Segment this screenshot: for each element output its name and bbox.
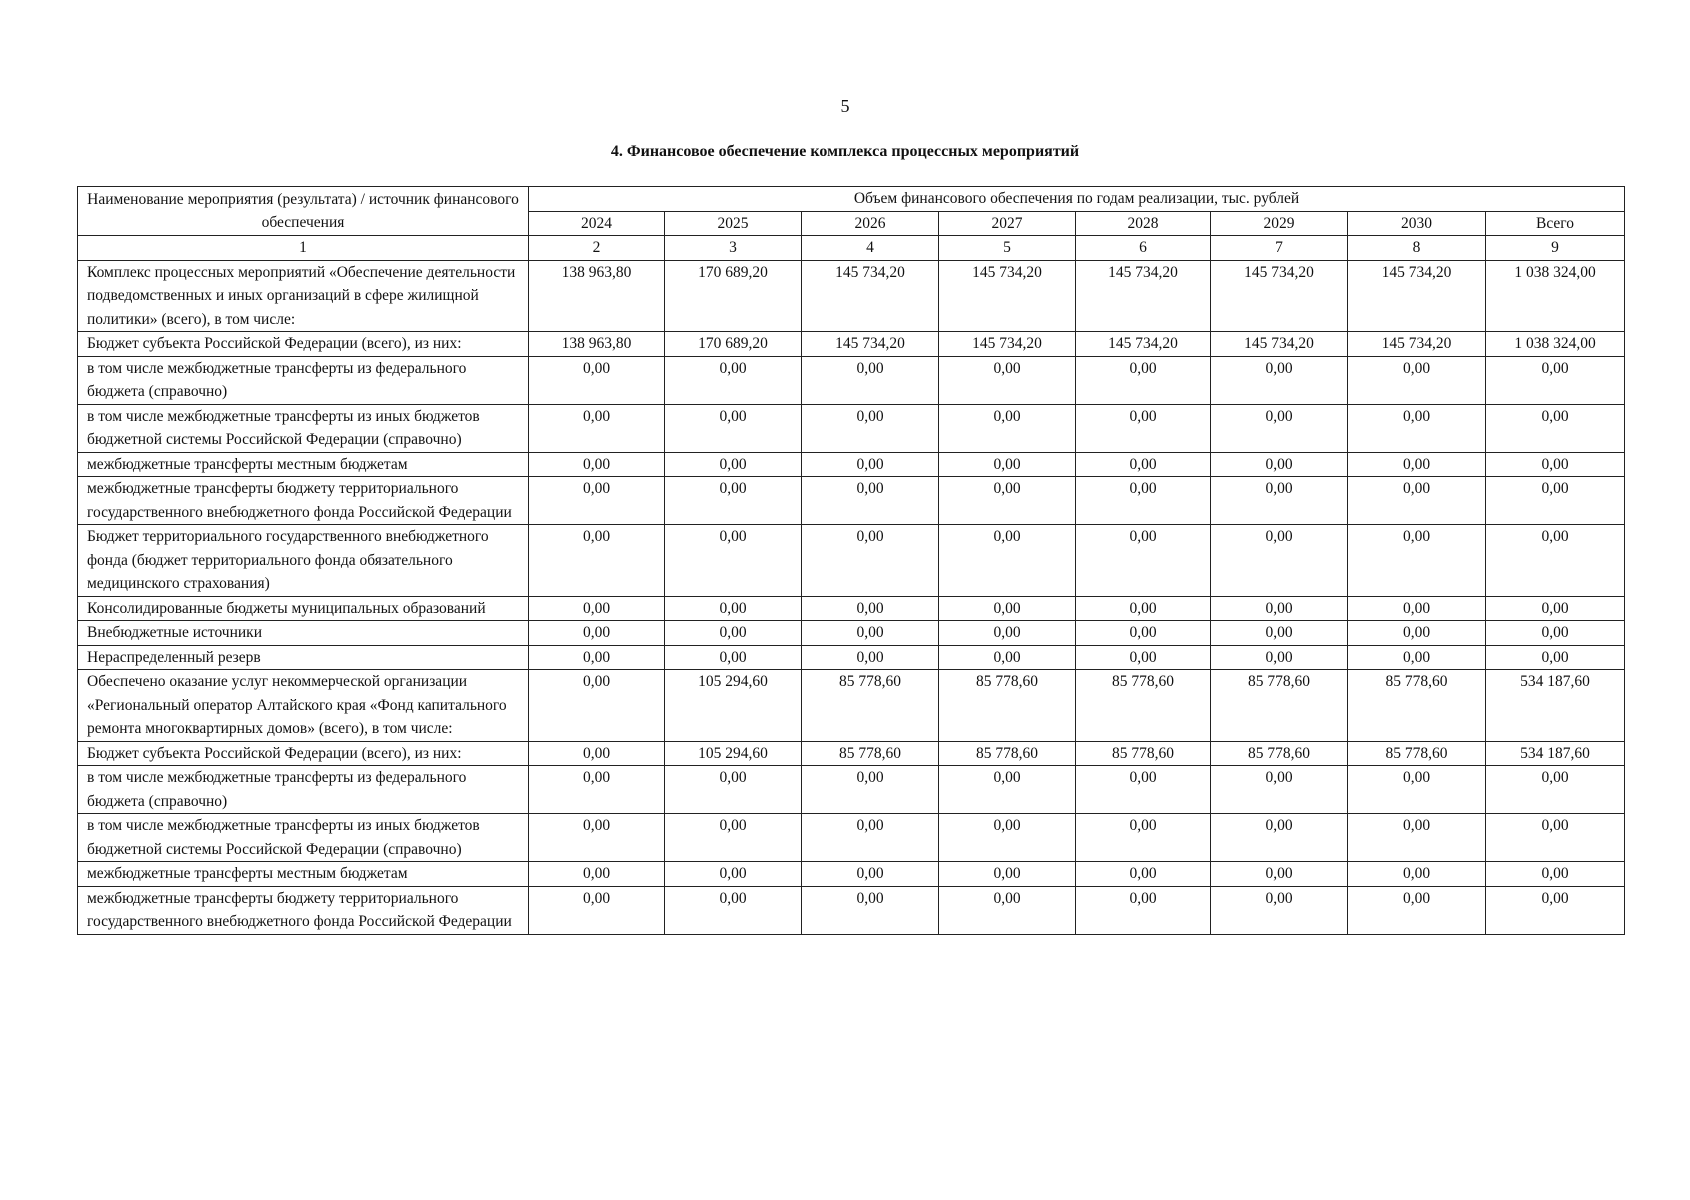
header-row-group — [78, 187, 1625, 212]
row-value: 0,00 — [1211, 621, 1348, 646]
row-value: 0,00 — [665, 596, 802, 621]
header-year: 2025 — [665, 211, 802, 236]
row-value: 0,00 — [1076, 525, 1211, 597]
row-value: 0,00 — [1348, 452, 1486, 477]
row-value: 170 689,20 — [665, 332, 802, 357]
row-value: 0,00 — [529, 477, 665, 525]
row-value: 145 734,20 — [939, 332, 1076, 357]
row-value: 0,00 — [529, 356, 665, 404]
row-value: 0,00 — [1211, 645, 1348, 670]
row-value: 0,00 — [802, 477, 939, 525]
row-value: 0,00 — [802, 645, 939, 670]
row-value: 0,00 — [529, 452, 665, 477]
row-value: 85 778,60 — [1076, 741, 1211, 766]
financing-table — [77, 186, 1625, 935]
header-year: 2027 — [939, 211, 1076, 236]
row-value: 0,00 — [1211, 477, 1348, 525]
row-value: 85 778,60 — [1211, 741, 1348, 766]
row-value: 0,00 — [939, 645, 1076, 670]
row-value: 145 734,20 — [1348, 260, 1486, 332]
row-value: 85 778,60 — [802, 670, 939, 742]
row-value: 145 734,20 — [1348, 332, 1486, 357]
row-value: 0,00 — [802, 862, 939, 887]
row-value: 0,00 — [665, 886, 802, 934]
row-value: 0,00 — [529, 814, 665, 862]
row-value: 0,00 — [1076, 814, 1211, 862]
row-name: Обеспечено оказание услуг некоммерческой организации «Региональный оператор Алтайского края «Фонд капитального ремонта многоквартирных домов» (всего), в том числе: — [78, 670, 529, 742]
row-total: 0,00 — [1486, 814, 1625, 862]
header-year: 2024 — [529, 211, 665, 236]
column-index: 1 — [78, 236, 529, 261]
header-volume-group: Объем финансового обеспечения по годам реализации, тыс. рублей — [529, 187, 1625, 212]
row-value: 0,00 — [665, 525, 802, 597]
column-index: 9 — [1486, 236, 1625, 261]
table-row — [78, 886, 1625, 934]
column-index: 4 — [802, 236, 939, 261]
column-index: 8 — [1348, 236, 1486, 261]
row-value: 0,00 — [939, 404, 1076, 452]
row-value: 0,00 — [802, 525, 939, 597]
row-value: 105 294,60 — [665, 741, 802, 766]
row-value: 0,00 — [529, 670, 665, 742]
row-name: в том числе межбюджетные трансферты из федерального бюджета (справочно) — [78, 356, 529, 404]
row-value: 0,00 — [1348, 356, 1486, 404]
row-name: в том числе межбюджетные трансферты из федерального бюджета (справочно) — [78, 766, 529, 814]
row-value: 0,00 — [1348, 621, 1486, 646]
row-value: 0,00 — [939, 477, 1076, 525]
table-row — [78, 525, 1625, 597]
row-value: 0,00 — [529, 621, 665, 646]
row-name: Внебюджетные источники — [78, 621, 529, 646]
table-row — [78, 645, 1625, 670]
row-value: 0,00 — [802, 596, 939, 621]
row-total: 534 187,60 — [1486, 741, 1625, 766]
table-row — [78, 452, 1625, 477]
column-index: 6 — [1076, 236, 1211, 261]
table-row — [78, 477, 1625, 525]
header-name-column: Наименование мероприятия (результата) / источник финансового обеспечения — [78, 187, 529, 236]
row-value: 0,00 — [1211, 404, 1348, 452]
row-name: межбюджетные трансферты местным бюджетам — [78, 452, 529, 477]
row-value: 0,00 — [1211, 766, 1348, 814]
row-value: 0,00 — [1076, 356, 1211, 404]
row-value: 0,00 — [939, 814, 1076, 862]
row-value: 0,00 — [665, 452, 802, 477]
row-value: 0,00 — [529, 404, 665, 452]
row-total: 534 187,60 — [1486, 670, 1625, 742]
row-value: 0,00 — [1348, 525, 1486, 597]
row-value: 145 734,20 — [802, 260, 939, 332]
row-value: 0,00 — [1076, 886, 1211, 934]
row-value: 0,00 — [665, 621, 802, 646]
row-value: 0,00 — [665, 645, 802, 670]
table-row — [78, 741, 1625, 766]
row-value: 0,00 — [529, 766, 665, 814]
row-value: 0,00 — [665, 766, 802, 814]
row-value: 0,00 — [1076, 452, 1211, 477]
row-total: 0,00 — [1486, 766, 1625, 814]
header-total: Всего — [1486, 211, 1625, 236]
row-value: 0,00 — [1211, 525, 1348, 597]
page-number: 5 — [840, 96, 850, 116]
header-year: 2030 — [1348, 211, 1486, 236]
row-value: 138 963,80 — [529, 260, 665, 332]
row-value: 145 734,20 — [802, 332, 939, 357]
row-name: Нераспределенный резерв — [78, 645, 529, 670]
row-value: 85 778,60 — [1076, 670, 1211, 742]
row-value: 145 734,20 — [939, 260, 1076, 332]
row-value: 0,00 — [1076, 621, 1211, 646]
row-value: 0,00 — [665, 814, 802, 862]
row-value: 0,00 — [1348, 404, 1486, 452]
row-value: 0,00 — [1348, 862, 1486, 887]
row-value: 0,00 — [939, 886, 1076, 934]
table-body — [78, 260, 1625, 934]
row-value: 0,00 — [1076, 766, 1211, 814]
row-value: 0,00 — [1211, 596, 1348, 621]
row-value: 0,00 — [529, 645, 665, 670]
table-row — [78, 814, 1625, 862]
table-row — [78, 404, 1625, 452]
row-value: 0,00 — [1348, 814, 1486, 862]
header-year: 2029 — [1211, 211, 1348, 236]
header-row-index — [78, 236, 1625, 261]
row-value: 85 778,60 — [939, 741, 1076, 766]
row-value: 0,00 — [529, 596, 665, 621]
table-row — [78, 766, 1625, 814]
row-total: 0,00 — [1486, 477, 1625, 525]
row-value: 85 778,60 — [1348, 670, 1486, 742]
row-value: 0,00 — [802, 356, 939, 404]
row-value: 0,00 — [939, 525, 1076, 597]
row-value: 0,00 — [665, 356, 802, 404]
row-name: Комплекс процессных мероприятий «Обеспечение деятельности подведомственных и иных организаций в сфере жилищной политики» (всего), в том числе: — [78, 260, 529, 332]
row-total: 0,00 — [1486, 452, 1625, 477]
row-value: 0,00 — [1076, 596, 1211, 621]
row-name: Бюджет субъекта Российской Федерации (всего), из них: — [78, 332, 529, 357]
row-value: 0,00 — [802, 621, 939, 646]
row-value: 0,00 — [802, 404, 939, 452]
table-row — [78, 862, 1625, 887]
row-value: 138 963,80 — [529, 332, 665, 357]
column-index: 2 — [529, 236, 665, 261]
row-value: 0,00 — [1348, 886, 1486, 934]
row-value: 0,00 — [939, 862, 1076, 887]
row-value: 0,00 — [939, 766, 1076, 814]
row-value: 145 734,20 — [1076, 260, 1211, 332]
row-total: 0,00 — [1486, 645, 1625, 670]
row-value: 0,00 — [529, 886, 665, 934]
table-row — [78, 356, 1625, 404]
row-total: 1 038 324,00 — [1486, 332, 1625, 357]
row-name: межбюджетные трансферты бюджету территориального государственного внебюджетного фонда Российской Федерации — [78, 477, 529, 525]
row-value: 0,00 — [529, 741, 665, 766]
table-row — [78, 596, 1625, 621]
row-name: межбюджетные трансферты бюджету территориального государственного внебюджетного фонда Российской Федерации — [78, 886, 529, 934]
row-name: в том числе межбюджетные трансферты из иных бюджетов бюджетной системы Российской Федерации (справочно) — [78, 404, 529, 452]
row-value: 0,00 — [939, 596, 1076, 621]
row-name: Бюджет субъекта Российской Федерации (всего), из них: — [78, 741, 529, 766]
row-value: 145 734,20 — [1211, 332, 1348, 357]
row-value: 0,00 — [529, 525, 665, 597]
row-value: 0,00 — [1348, 477, 1486, 525]
row-value: 0,00 — [939, 452, 1076, 477]
row-value: 0,00 — [1211, 356, 1348, 404]
row-value: 0,00 — [1211, 452, 1348, 477]
table-row — [78, 260, 1625, 332]
header-year: 2026 — [802, 211, 939, 236]
row-value: 0,00 — [665, 404, 802, 452]
row-value: 85 778,60 — [1348, 741, 1486, 766]
column-index: 7 — [1211, 236, 1348, 261]
row-value: 0,00 — [529, 862, 665, 887]
row-value: 85 778,60 — [1211, 670, 1348, 742]
row-total: 0,00 — [1486, 404, 1625, 452]
section-title: 4. Финансовое обеспечение комплекса процессных мероприятий — [610, 143, 1080, 160]
column-index: 5 — [939, 236, 1076, 261]
row-value: 170 689,20 — [665, 260, 802, 332]
row-total: 0,00 — [1486, 525, 1625, 597]
row-value: 0,00 — [1348, 596, 1486, 621]
row-value: 0,00 — [802, 766, 939, 814]
row-total: 0,00 — [1486, 886, 1625, 934]
row-value: 85 778,60 — [939, 670, 1076, 742]
row-total: 0,00 — [1486, 621, 1625, 646]
row-value: 0,00 — [1211, 886, 1348, 934]
row-value: 0,00 — [802, 886, 939, 934]
row-total: 0,00 — [1486, 596, 1625, 621]
row-value: 0,00 — [802, 814, 939, 862]
row-name: межбюджетные трансферты местным бюджетам — [78, 862, 529, 887]
row-name: в том числе межбюджетные трансферты из иных бюджетов бюджетной системы Российской Федерации (справочно) — [78, 814, 529, 862]
row-value: 0,00 — [665, 477, 802, 525]
row-value: 85 778,60 — [802, 741, 939, 766]
row-value: 0,00 — [1348, 766, 1486, 814]
header-year: 2028 — [1076, 211, 1211, 236]
table-row — [78, 332, 1625, 357]
row-total: 1 038 324,00 — [1486, 260, 1625, 332]
table-row — [78, 670, 1625, 742]
row-value: 0,00 — [1348, 645, 1486, 670]
row-value: 0,00 — [939, 356, 1076, 404]
row-total: 0,00 — [1486, 862, 1625, 887]
row-value: 0,00 — [1076, 404, 1211, 452]
row-value: 145 734,20 — [1211, 260, 1348, 332]
row-value: 0,00 — [1211, 862, 1348, 887]
row-value: 0,00 — [1076, 862, 1211, 887]
row-value: 0,00 — [665, 862, 802, 887]
row-total: 0,00 — [1486, 356, 1625, 404]
row-value: 105 294,60 — [665, 670, 802, 742]
row-value: 0,00 — [1076, 645, 1211, 670]
column-index: 3 — [665, 236, 802, 261]
row-value: 145 734,20 — [1076, 332, 1211, 357]
row-name: Бюджет территориального государственного внебюджетного фонда (бюджет территориального фонда обязательного медицинского страхования) — [78, 525, 529, 597]
table-row — [78, 621, 1625, 646]
row-value: 0,00 — [802, 452, 939, 477]
row-name: Консолидированные бюджеты муниципальных образований — [78, 596, 529, 621]
row-value: 0,00 — [939, 621, 1076, 646]
row-value: 0,00 — [1076, 477, 1211, 525]
row-value: 0,00 — [1211, 814, 1348, 862]
